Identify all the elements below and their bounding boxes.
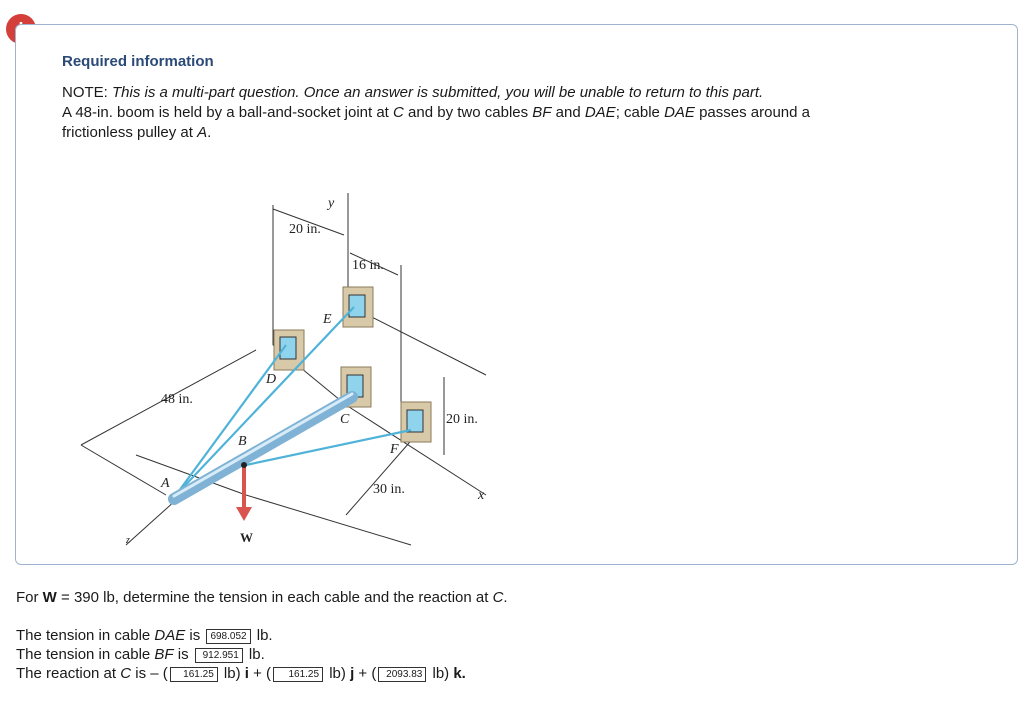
- answers-block: [16, 626, 466, 683]
- note-text: This is a multi-part question. Once an answer is submitted, you will be unable to return to this part.: [112, 84, 764, 101]
- operator-label: + (: [354, 665, 377, 682]
- tension-bf-input[interactable]: 912.951: [195, 648, 243, 663]
- boom-diagram: [61, 175, 521, 555]
- question-text: [16, 589, 508, 606]
- point-a-label: A: [161, 476, 170, 491]
- load-label: W: [240, 530, 253, 545]
- unit-label: lb): [325, 665, 351, 682]
- answer-label: is: [185, 627, 205, 644]
- note-label: NOTE:: [62, 84, 108, 101]
- cable-ae: [176, 307, 354, 495]
- statement-line-2: [62, 123, 962, 143]
- unit-vector-i: i: [244, 665, 249, 682]
- problem-statement: [62, 83, 962, 143]
- note-line: [62, 83, 962, 103]
- question-part: = 390 lb, determine the tension in each cable and the reaction at: [56, 589, 493, 606]
- required-info-card: [15, 24, 1018, 565]
- point-b-label: B: [238, 434, 247, 449]
- point-f-label: F: [390, 442, 399, 457]
- answer-label: is – (: [131, 665, 168, 682]
- unit-label: lb): [428, 665, 454, 682]
- point-d-label: D: [266, 372, 277, 387]
- cable-dae-ref: DAE: [664, 104, 695, 121]
- unit-label: lb.: [252, 627, 273, 644]
- point-c-ref: C: [120, 665, 132, 682]
- statement-text: passes around a: [694, 104, 810, 121]
- answer-dae-row: [16, 626, 466, 645]
- question-part: .: [503, 589, 508, 606]
- statement-text: frictionless pulley at: [62, 124, 198, 141]
- axis-y-label: y: [328, 196, 335, 211]
- dim-20-top: 20 in.: [289, 222, 321, 237]
- reaction-j-input[interactable]: 161.25: [273, 667, 323, 682]
- answer-label: is: [173, 646, 193, 663]
- statement-line-1: [62, 103, 962, 123]
- point-c-ref: C: [393, 104, 404, 121]
- axis-x-label: x: [478, 488, 485, 503]
- answer-bf-row: [16, 645, 466, 664]
- reaction-i-input[interactable]: 161.25: [170, 667, 218, 682]
- dim-48: 48 in.: [161, 392, 193, 407]
- dim-16: 16 in.: [352, 258, 384, 273]
- cable-bf-ref: BF: [154, 646, 174, 663]
- question-part: For: [16, 589, 43, 606]
- answer-label: The tension in cable: [16, 627, 155, 644]
- reaction-k-input[interactable]: 2093.83: [378, 667, 426, 682]
- unit-label: lb.: [244, 646, 265, 663]
- point-c-ref: C: [492, 589, 504, 606]
- unit-label: lb): [219, 665, 245, 682]
- answer-label: The reaction at: [16, 665, 121, 682]
- cable-bf-ref: BF: [532, 104, 552, 121]
- cable-dae-ref: DAE: [154, 627, 186, 644]
- answer-label: The tension in cable: [16, 646, 155, 663]
- statement-text: .: [207, 124, 212, 141]
- tension-dae-input[interactable]: 698.052: [206, 629, 250, 644]
- unit-vector-k: k.: [453, 665, 466, 682]
- load-symbol: W: [42, 589, 57, 606]
- dim-20-vertical: 20 in.: [446, 412, 478, 427]
- dim-30: 30 in.: [373, 482, 405, 497]
- required-info-title: Required information: [62, 53, 214, 70]
- point-a-ref: A: [197, 124, 208, 141]
- statement-text: and: [551, 104, 585, 121]
- point-e-label: E: [323, 312, 332, 327]
- operator-label: + (: [248, 665, 272, 682]
- answer-reaction-row: [16, 664, 466, 683]
- statement-text: A 48-in. boom is held by a ball-and-socket joint at: [62, 104, 394, 121]
- statement-text: and by two cables: [403, 104, 533, 121]
- axis-z-label: z: [126, 535, 130, 546]
- unit-vector-j: j: [350, 665, 355, 682]
- point-c-label: C: [340, 412, 350, 427]
- statement-text: ; cable: [615, 104, 665, 121]
- cable-dae-ref: DAE: [584, 104, 616, 121]
